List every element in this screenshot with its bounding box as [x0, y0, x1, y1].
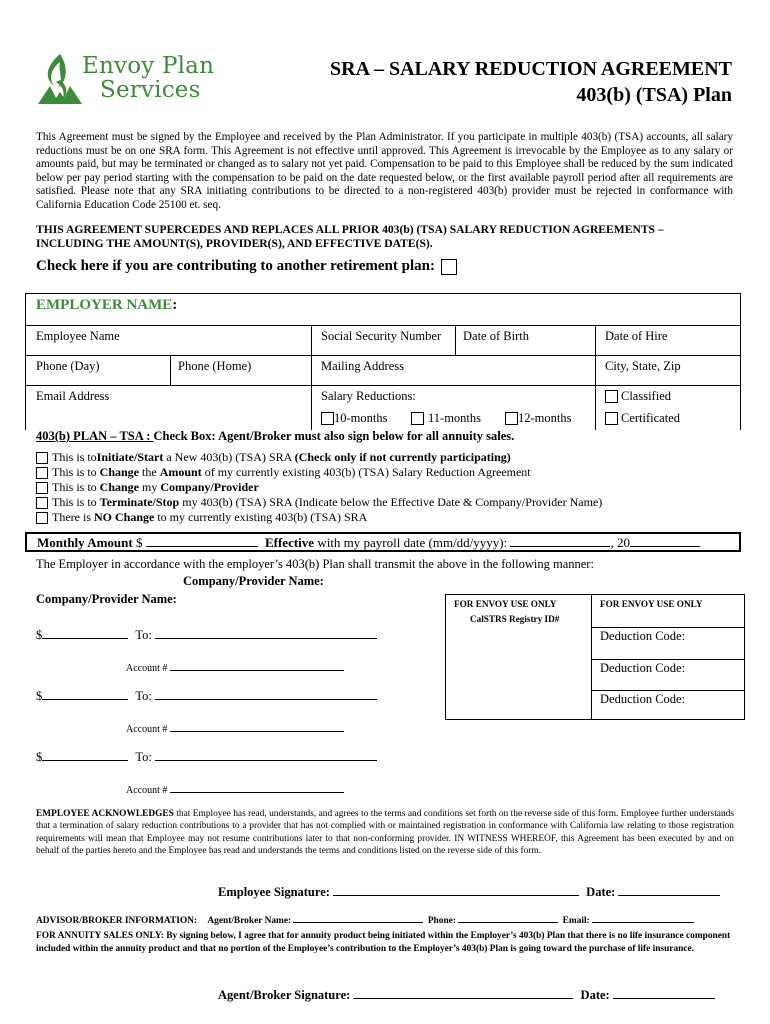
no-change-checkbox[interactable]: [36, 512, 48, 524]
mailing-address-field[interactable]: Mailing Address: [321, 359, 404, 373]
provider-row-3: $ To:: [36, 749, 377, 765]
other-plan-label: Check here if you are contributing to another retirement plan:: [36, 258, 435, 274]
deduction-code-1[interactable]: Deduction Code:: [600, 629, 686, 643]
months-11-checkbox[interactable]: [411, 412, 424, 425]
envoy-use-table: [445, 594, 745, 720]
company-provider-label: Company/Provider Name:: [36, 592, 177, 606]
classified-option[interactable]: Classified: [605, 389, 671, 404]
agent-signature-row: Agent/Broker Signature: Date:: [218, 987, 715, 1003]
months-12-checkbox[interactable]: [505, 412, 518, 425]
phone-home-field[interactable]: Phone (Home): [178, 359, 252, 373]
salary-reductions-label: Salary Reductions:: [321, 389, 416, 403]
option-initiate[interactable]: This is to Initiate/Start a New 403(b) (TSA) SRA (Check only if not currently participating): [36, 450, 511, 465]
change-amount-checkbox[interactable]: [36, 467, 48, 479]
ssn-field[interactable]: Social Security Number: [321, 329, 442, 343]
employee-date-input[interactable]: [618, 884, 720, 896]
envoy-logo: [38, 50, 238, 108]
registry-id-label: CalSTRS Registry ID#: [470, 614, 560, 624]
monthly-amount-label: Monthly Amount: [37, 535, 133, 550]
months-10-option[interactable]: 10-months: [321, 411, 387, 426]
dob-field[interactable]: Date of Birth: [463, 329, 529, 343]
form-subtitle: 403(b) (TSA) Plan: [576, 84, 732, 106]
company-provider-heading: Company/Provider Name:: [183, 574, 324, 588]
other-plan-checkbox[interactable]: [441, 259, 457, 275]
city-state-zip-field[interactable]: City, State, Zip: [605, 359, 681, 373]
logo-line1: Envoy Plan: [82, 53, 215, 79]
deduction-code-3[interactable]: Deduction Code:: [600, 692, 686, 706]
agent-phone-input[interactable]: [458, 913, 558, 923]
form-title: SRA – SALARY REDUCTION AGREEMENT: [330, 58, 732, 80]
employee-acknowledgement: EMPLOYEE ACKNOWLEDGES that Employee has read, understands, and agrees to the terms and conditions set forth on the reverse side of this form. Employee further understands that a termination of salary reduction contributions to a provider that has not complied with or maintained registration in conformance with California law relating to those registration requirements will mean that Employee may not resume contributions later to that non-conforming provider. IN WITNESS WHEREOF, this Agreement has been executed by and on behalf of the parties hereto and the Employee has read and understands the terms and conditions listed on the reverse side of this form.: [36, 809, 734, 857]
option-change-provider[interactable]: This is to Change my Company/Provider: [36, 480, 259, 495]
agent-email-input[interactable]: [592, 913, 694, 923]
amount-input-2[interactable]: [42, 688, 128, 700]
leaf-logo-icon: [38, 52, 82, 108]
account-row-3: Account #: [126, 783, 344, 796]
doh-field[interactable]: Date of Hire: [605, 329, 668, 343]
months-11-option[interactable]: 11-months: [411, 411, 481, 426]
payroll-year-input[interactable]: [630, 535, 700, 547]
account-input-1[interactable]: [170, 661, 344, 671]
logo-text: [82, 54, 214, 102]
supersede-notice: THIS AGREEMENT SUPERCEDES AND REPLACES ALL PRIOR 403(b) (TSA) SALARY REDUCTION AGREEMENTS – INCLUDING THE AMOUNT(S), PROVIDER(S), AND EFFECTIVE DATE(S).: [36, 223, 664, 250]
agent-signature-input[interactable]: [353, 987, 573, 999]
change-provider-checkbox[interactable]: [36, 482, 48, 494]
terminate-checkbox[interactable]: [36, 497, 48, 509]
monthly-amount-box: Monthly Amount $ Effective with my payroll date (mm/dd/yyyy): , 20: [25, 532, 741, 552]
option-terminate[interactable]: This is to Terminate/Stop my 403(b) (TSA) SRA (Indicate below the Effective Date & Company/Provider Name): [36, 495, 602, 510]
certificated-option[interactable]: Certificated: [605, 411, 680, 426]
envoy-use-right: FOR ENVOY USE ONLY: [600, 599, 703, 609]
deduction-code-2[interactable]: Deduction Code:: [600, 661, 686, 675]
effective-label: Effective: [264, 535, 315, 550]
account-input-2[interactable]: [170, 722, 344, 732]
advisor-info-row: ADVISOR/BROKER INFORMATION: Agent/Broker Name: Phone: Email:: [36, 913, 694, 926]
employee-name-field[interactable]: Employee Name: [36, 329, 120, 343]
account-input-3[interactable]: [170, 783, 344, 793]
email-field[interactable]: Email Address: [36, 389, 110, 403]
monthly-amount-input[interactable]: [146, 535, 258, 547]
plan-heading: 403(b) PLAN – TSA : Check Box: Agent/Broker must also sign below for all annuity sales.: [36, 429, 515, 443]
account-row-1: Account #: [126, 661, 344, 674]
months-10-checkbox[interactable]: [321, 412, 334, 425]
other-plan-row: [36, 258, 457, 275]
phone-day-field[interactable]: Phone (Day): [36, 359, 100, 373]
agent-date-input[interactable]: [613, 987, 715, 999]
initiate-checkbox[interactable]: [36, 452, 48, 464]
agent-name-input[interactable]: [293, 913, 423, 923]
envoy-use-left: FOR ENVOY USE ONLY: [454, 599, 557, 609]
employee-signature-row: Employee Signature: Date:: [218, 884, 720, 900]
transmit-text: The Employer in accordance with the employer’s 403(b) Plan shall transmit the above in the following manner:: [36, 557, 594, 571]
provider-row-1: $ To:: [36, 627, 377, 643]
certificated-checkbox[interactable]: [605, 412, 618, 425]
logo-line2: Services: [100, 77, 201, 103]
employee-signature-input[interactable]: [333, 884, 579, 896]
amount-input-3[interactable]: [42, 749, 128, 761]
provider-row-2: $ To:: [36, 688, 377, 704]
account-row-2: Account #: [126, 722, 344, 735]
provider-input-1[interactable]: [155, 627, 377, 639]
intro-paragraph: This Agreement must be signed by the Employee and received by the Plan Administrator. If you participate in multiple 403(b) (TSA) accounts, all salary reductions must be on one SRA form. This Agreement is not effective until approved. This Agreement is irrevocable by the Employee as to any salary or amounts paid, but may be terminated or changed as to salary not yet paid. Compensation to be paid to this Employee shall be reduced by the sum indicated below per pay period starting with the compensation to be paid on the date requested below, or the first available payroll period after all requirements are satisfied. Please note that any SRA initiating contributions to be directed to a non-registered 403(b) provider must be rejected in conformance with California Education Code 25100 et. seq.: [36, 131, 733, 211]
employee-info-grid: [25, 293, 741, 430]
classified-checkbox[interactable]: [605, 390, 618, 403]
annuity-notice: FOR ANNUITY SALES ONLY: By signing below, I agree that for annuity product being initiated within the Employer’s 403(b) Plan that there is no life insurance component included within the annuity product and that no portion of the Employee’s contribution to the Employer’s 403(b) Plan is going toward the purchase of life insurance.: [36, 931, 731, 955]
employer-name-label: EMPLOYER NAME:: [36, 297, 178, 313]
provider-input-2[interactable]: [155, 688, 377, 700]
option-no-change[interactable]: There is NO Change to my currently existing 403(b) (TSA) SRA: [36, 510, 367, 525]
option-change-amount[interactable]: This is to Change the Amount of my currently existing 403(b) (TSA) Salary Reduction Agreement: [36, 465, 531, 480]
payroll-date-input[interactable]: [510, 535, 610, 547]
months-12-option[interactable]: 12-months: [505, 411, 571, 426]
amount-input-1[interactable]: [42, 627, 128, 639]
provider-input-3[interactable]: [155, 749, 377, 761]
